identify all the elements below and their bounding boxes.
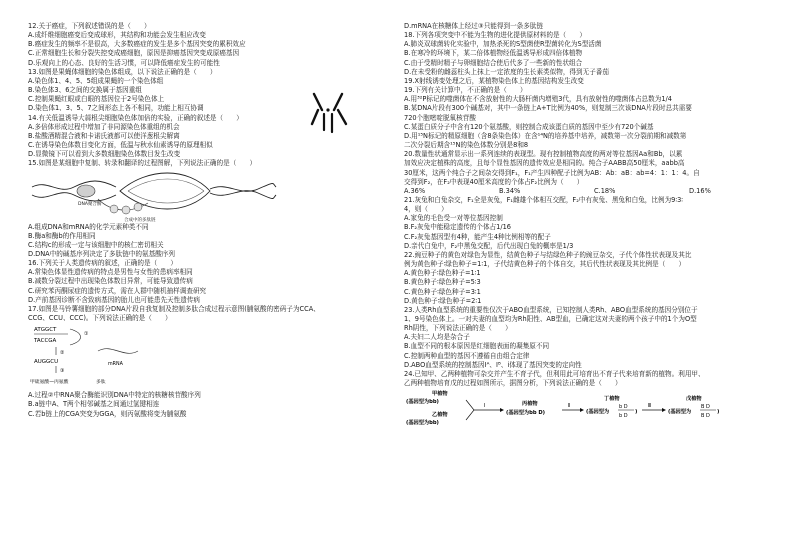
text-line: 30厘米，这两个纯合子之间杂交得到F₁，F₁产生四种配子比例为AB：Ab：aB：ab=4：1：1：4。自 (404, 168, 700, 177)
text-line: 乙两种植物培育戊的过程如图所示，据图分析，下列说法正确的是（ ） (404, 379, 622, 388)
seq-mrna: AUGGCU (34, 359, 59, 366)
text-line: C.结构c的形成一定与该细胞中的核仁密切相关 (28, 240, 164, 249)
label-polypeptide: 多肽 (96, 380, 106, 386)
label-step-2: Ⅱ (568, 403, 571, 410)
text-line: D.mRNA在核糖体上经过③只能得到一条多肽链 (404, 22, 544, 30)
dna-transcription-svg (28, 323, 208, 391)
text-line: B.黄色种子∶绿色种子=5∶3 (404, 278, 481, 287)
wu-frac-bottom: B D (701, 413, 710, 420)
wu-frac-top: B D (701, 404, 710, 411)
dna-replication-svg (28, 169, 278, 223)
text-line: D.显微镜下可以看到大多数细胞染色体数目发生改变 (28, 150, 181, 159)
ding-paren: ) (635, 409, 638, 416)
text-line: A.常染色体显性遗传病的特点是男性与女性的患病率相同 (28, 268, 193, 277)
text-line: CCG、CCU、CCC)。下列说法正确的是（ ） (28, 314, 172, 323)
text-line: A.组成DNA和mRNA的化学元素种类不同 (28, 222, 149, 231)
text-line: 24.已知甲、乙两种植物可杂交并产生不育子代，但利用此可培育出不育子代来培育新的植物。利用甲、 (404, 369, 705, 378)
label-step-1: Ⅰ (484, 403, 486, 410)
text-line: B.血型不同的根本原因是红细胞表面的凝集原不同 (404, 342, 550, 351)
text-line: A.黄色种子∶绿色种子=1∶1 (404, 269, 481, 278)
text-line: D.ABO血型系统的控制基因Iᴬ、Iᴮ、i体现了基因突变的定向性 (404, 360, 582, 369)
text-line: B.在寒冷的环境下，某二倍体植物经低温诱导形成四倍体植物 (404, 49, 583, 58)
label-bing: 丙植物 (522, 401, 538, 408)
chromosome-5 (312, 110, 318, 124)
text-line: C.控制两种血型的基因不遵循自由组合定律 (404, 351, 530, 360)
label-jia-genotype: (基因型为bb) (406, 399, 439, 406)
ribosome-1 (110, 205, 118, 213)
text-line: C.控制果蝇红眼或白眼的基因位于2号染色体上 (28, 95, 165, 104)
label-step-3: Ⅲ (648, 403, 652, 410)
label-wu-genotype: (基因型为 (668, 409, 692, 416)
label-ding-genotype: (基因型为 (586, 409, 610, 416)
q20-option-c: C.18% (594, 186, 616, 195)
text-line: 例为黄色种子∶绿色种子=1∶1，子代结黄色种子的个体自交，其后代性状表现及其比例是（ ） (404, 260, 686, 269)
dna-strand-right-top (210, 183, 276, 191)
dna-strand-right-bottom (210, 190, 276, 198)
figure-15-replication-diagram (28, 169, 398, 223)
text-line: 23.人类Rh血型系统的重要性仅次于ABO血型系统，已知控制人类Rh、ABO血型系统的基因分别位于 (404, 305, 698, 314)
seq-a-chain: ATGGCT (34, 327, 57, 334)
text-line: C.正常细胞生长和分裂失控变成癌细胞，原因是抑癌基因突变成原癌基因 (28, 49, 240, 58)
chromosome-6 (338, 110, 346, 124)
text-line: C.研究苯丙酮尿症的遗传方式，需在人群中随机抽样调查研究 (28, 286, 207, 295)
wu-paren: ) (717, 409, 720, 416)
label-bing-genotype: (基因型为bb D) (506, 410, 546, 417)
text-line: C.在诱导染色体数目变化方面，低温与秋水仙素诱导的原理相似 (28, 141, 213, 150)
text-line: 13.如图是果蝇体细胞的染色体组成，以下说法正确的是（ ） (28, 67, 217, 76)
q20-options-row (404, 187, 779, 196)
label-ding: 丁植物 (604, 396, 620, 403)
question-group-21-24 (404, 196, 779, 388)
text-line: D.乐观向上的心态、良好的生活习惯，可以降低癌症发生的可能性 (28, 58, 220, 67)
text-line: 14.有关低温诱导大蒜根尖细胞染色体加倍的实验，正确的叙述是（ ） (28, 113, 243, 122)
text-line: B.酶a和酶b的作用相同 (28, 231, 96, 240)
text-line: B.某DNA片段有300个碱基对，其中一条链上A+T比例为40%，则复制三次该DNA片段时总共需要 (404, 104, 692, 113)
text-line: A.家兔的毛色受一对等位基因控制 (404, 214, 503, 223)
text-line: B.染色体3、6之间的交换属于基因重组 (28, 86, 142, 95)
text-line: A.夫妇二人均是杂合子 (404, 333, 470, 342)
ribosome-3 (134, 203, 142, 211)
label-wu: 戊植物 (686, 396, 702, 403)
text-line: D.产前基因诊断不含致病基因的胎儿也可能患先天性遗传病 (28, 295, 201, 304)
chromosome-dot (326, 108, 329, 111)
breeding-flow-svg (404, 388, 764, 436)
text-line: 17.如图是马铃薯细胞的部分DNA片段自我复制及控制多肽合成过程示意图(脯氨酸的密码子为CCA、 (28, 304, 320, 313)
text-line: D.亲代白兔中，F₂中黑兔交配，后代出现白兔的概率是1/3 (404, 241, 574, 250)
text-line: C.由于受精时精子与卵细胞结合使后代多了一些新的性状组合 (404, 58, 583, 67)
dna-strand-top (32, 181, 116, 189)
label-peptide: 合成中的多肽链 (124, 217, 156, 223)
text-line: A.成纤维细胞癌变后变成球形，其结构和功能会发生相应改变 (28, 31, 206, 40)
q20-option-a: A.36% (404, 186, 426, 195)
arrow-2-head (580, 408, 584, 412)
text-line: 22.豌豆种子的黄色对绿色为显性，结黄色种子与结绿色种子的豌豆杂交，子代个体性状表现及其比 (404, 250, 692, 259)
label-yi-genotype: (基因型为bb) (406, 420, 439, 427)
text-line: A.肺炎双球菌转化实验中，加热杀死的S型菌使R型菌转化为S型活菌 (404, 40, 602, 49)
bubble-inner-bottom (128, 191, 204, 203)
q20-option-b: B.34% (499, 186, 521, 195)
arrow-1-head (500, 408, 504, 412)
text-line: 加效应决定植株的高度，且每个显性基因的遗传效应是相同的。纯合子AABB高50厘米，aabb高 (404, 159, 685, 168)
text-line: 1、9号染色体上。一对夫妻的血型均为Rh阳性、AB型血，已确定这对夫妻的两个孩子中的1个为O型 (404, 315, 697, 323)
q20-option-d: D.16% (689, 186, 711, 195)
label-step-1: ① (84, 331, 89, 338)
chromosome-4 (334, 94, 342, 110)
ding-frac-top: b D (619, 404, 628, 411)
label-mrna: mRNA (108, 362, 123, 368)
text-line: C.若b链上的CGA突变为GGA，则丙氨酸将变为脯氨酸 (28, 409, 187, 418)
figure-24-breeding-diagram (404, 388, 779, 436)
right-column (404, 22, 779, 436)
seq-b-chain: TACCGA (34, 338, 57, 345)
text-line: B.减数分裂过程中出现染色体数目异常，可能导致遗传病 (28, 277, 193, 286)
text-line: 12.关于癌症，下列叙述错误的是（ ） (28, 22, 151, 30)
text-line: B.a链中A、T两个相邻碱基之间通过氢键相连 (28, 400, 160, 409)
text-line: D.在未受粉的雌蕊柱头上抹上一定浓度的生长素类似物，得到无子番茄 (404, 67, 609, 76)
text-line: D.DNA中的碱基序列决定了多肽链中的氨基酸序列 (28, 249, 175, 258)
text-line: 18.下列各项突变中不能为生物的进化提供原材料的是（ ） (404, 31, 586, 40)
text-line: 19.下列有关计算中，不正确的是（ ） (404, 86, 527, 95)
dna-polymerase-shape (77, 185, 95, 197)
text-line: 21.灰兔和白兔杂交，F₁全是灰兔，F₁雌雄个体相互交配，F₂中有灰兔、黑兔和白兔，比例为9∶3∶ (404, 195, 683, 204)
chromosome-svg (300, 88, 360, 138)
replication-arrow-bracket (70, 329, 81, 345)
label-step-3: ③ (60, 368, 65, 375)
text-line: C.某蛋白质分子中含有120个氨基酸，则控制合成该蛋白质的基因中至少有720个碱基 (404, 122, 654, 131)
text-line: C.黄色种子∶绿色种子=3∶1 (404, 287, 481, 296)
mrna-curve (98, 349, 138, 354)
text-line: A.多倍体形成过程中增加了非同源染色体重组的机会 (28, 122, 180, 131)
text-line: D.染色体1、3、5、7之间形态上各不相同，功能上相互协调 (28, 104, 204, 113)
text-line: 交得到F₂，在F₂中表现40厘米高度的个体占F₂比例为（ ） (404, 177, 584, 186)
chromosome-3 (314, 94, 322, 110)
dna-strand-bottom (32, 192, 116, 200)
text-line: B.盐酸酒精混合液和卡诺氏液都可以使洋葱根尖解离 (28, 131, 180, 140)
cross-bracket (466, 400, 474, 420)
text-line: 19.X射线诱变处理之后，某植物染色体上的基因结构发生改变 (404, 76, 584, 85)
replication-bubble (120, 173, 210, 209)
text-line: D.用¹⁵N标记的精原细胞（含8条染色体）在含¹⁴N的培养基中培养，减数第一次分裂前期和减数第 (404, 131, 687, 140)
bubble-inner-top (128, 179, 204, 191)
ribosome-2 (122, 206, 130, 214)
text-line: C.F₂灰兔基因型有4种，能产生4种比例相等的配子 (404, 232, 551, 241)
label-jia: 甲植物 (432, 391, 448, 398)
question-group-17d-20 (404, 22, 779, 187)
text-line: A.用³²P标记的噬菌体在不含放射性的大肠杆菌内增殖3代，具有放射性的噬菌体占总数为1/4 (404, 95, 672, 104)
text-line: D.黄色种子∶绿色种子=2∶1 (404, 296, 482, 305)
question-group-17-options (28, 391, 398, 418)
question-group-15-17 (28, 223, 398, 324)
text-line: B.癌症发生的频率不是很高，大多数癌症的发生是多个基因突变的累积效应 (28, 40, 246, 49)
text-line: A.过程②中RNA聚合酶能识别DNA中特定的核糖核苷酸序列 (28, 391, 201, 400)
text-line: A.染色体1、4、5、5组成果蝇的一个染色体组 (28, 76, 164, 85)
label-dna-polymerase: DNA聚合酶 (78, 201, 102, 207)
figure-13-chromosomes (300, 88, 360, 142)
figure-17-dna-diagram (28, 323, 398, 391)
text-line: 二次分裂后期含¹⁵N的染色体数分别是8和8 (404, 141, 529, 150)
text-line: B.F₂灰兔中能稳定遗传的个体占1/16 (404, 223, 511, 232)
label-step-2: ② (60, 350, 65, 357)
label-yi: 乙植物 (432, 412, 448, 419)
text-line: 15.如图是某细胞中复制、转录和翻译的过程图解，下列说法正确的是（ ） (28, 159, 257, 168)
text-line: 16.下列关于人类遗传病的叙述，正确的是（ ） (28, 259, 177, 268)
arrow-3-head (662, 408, 666, 412)
text-line: 4，则（ ） (404, 205, 448, 214)
left-column (28, 22, 398, 419)
text-line: 720个胞嘧啶脱氧核苷酸 (404, 113, 476, 122)
ding-frac-bottom: b D (619, 413, 628, 420)
text-line: Rh阴性，下列说法正确的是（ ） (404, 324, 512, 333)
text-line: 20.数量性状通常显示出一系列连续的表现型。现有控制植物高度的两对等位基因Aa和Bb，以累 (404, 150, 683, 159)
label-peptide-chain: 甲硫氨酸—丙氨酸 (30, 380, 69, 386)
